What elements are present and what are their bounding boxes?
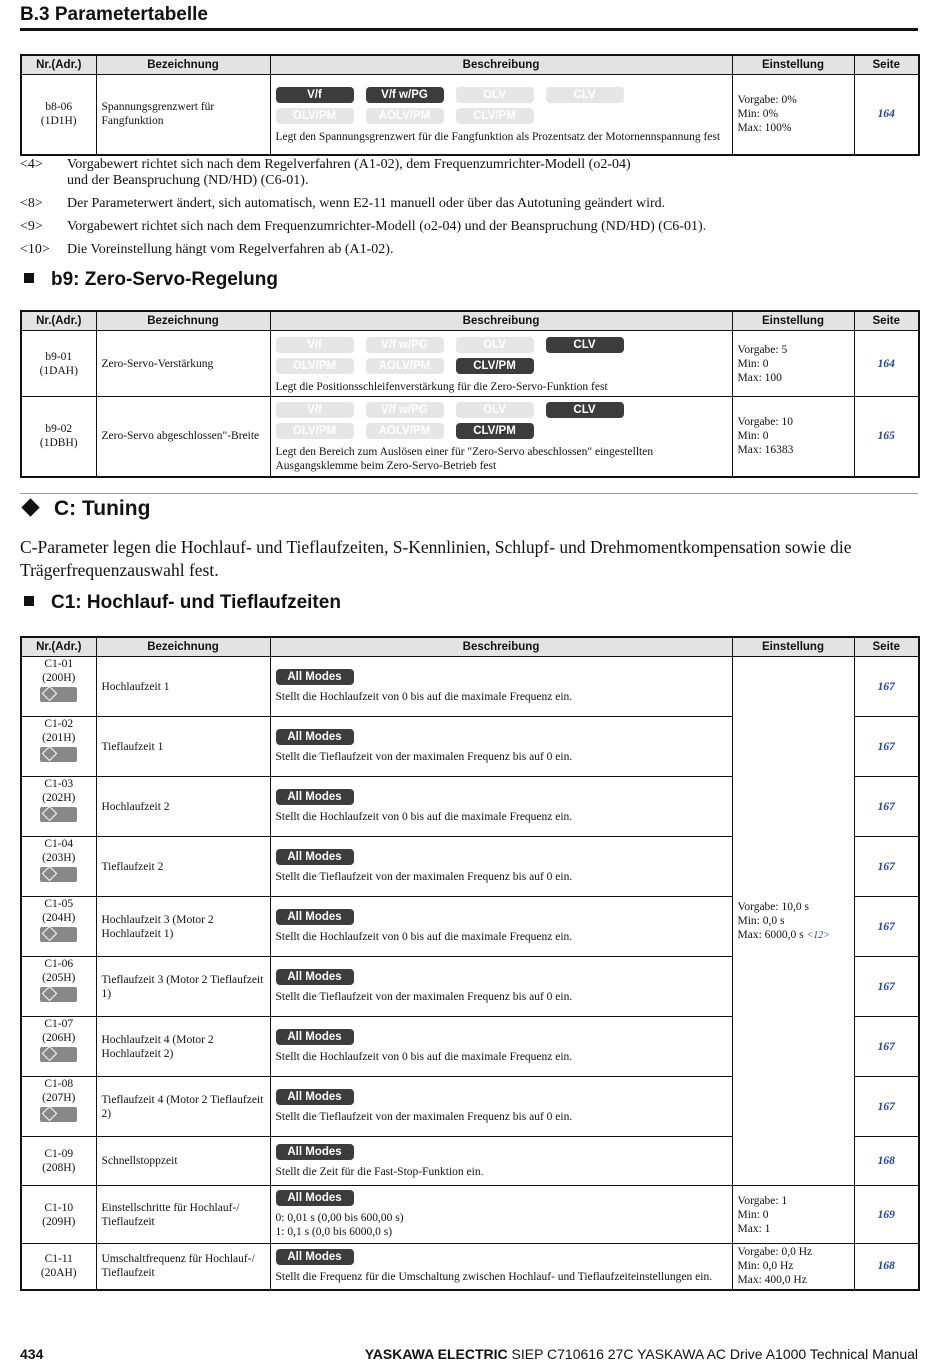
mode-clv: CLV	[546, 87, 624, 103]
run-badge: RUN	[40, 987, 77, 1002]
param-number: C1-02	[44, 718, 74, 730]
setting-max: Max: 6000,0 s <12>	[737, 928, 830, 941]
setting-max: Max: 1	[737, 1222, 771, 1235]
param-name: Hochlaufzeit 3 (Motor 2 Hochlaufzeit 1)	[96, 897, 270, 957]
mode-aolv-pm: AOLV/PM	[366, 423, 444, 439]
param-name: Spannungsgrenzwert für Fangfunktion	[96, 75, 270, 155]
header-page: Seite	[854, 637, 919, 657]
header-nr: Nr.(Adr.)	[21, 637, 96, 657]
setting-default: Vorgabe: 0,0 Hz	[737, 1246, 813, 1259]
c1-heading: C1: Hochlauf- und Tieflaufzeiten	[24, 592, 341, 614]
param-name: Tieflaufzeit 2	[96, 837, 270, 897]
mode-clv-pm: CLV/PM	[456, 423, 534, 439]
footnote: <10> Die Voreinstellung hängt vom Regelverfahren ab (A1-02).	[20, 242, 394, 257]
header-nr: Nr.(Adr.)	[21, 55, 96, 75]
param-description: Stellt die Tieflaufzeit von der maximalen Frequenz bis auf 0 ein.	[275, 871, 573, 883]
param-description: Stellt die Tieflaufzeit von der maximalen Frequenz bis auf 0 ein.	[275, 991, 573, 1003]
param-address: (200H)	[42, 672, 76, 684]
param-name: Umschaltfrequenz für Hochlauf-/ Tieflaufzeit	[96, 1244, 270, 1290]
section-title: B.3 Parametertabelle	[20, 4, 208, 25]
diamond-bullet-icon	[21, 498, 39, 516]
param-number: b9-01	[45, 350, 73, 363]
param-description: Legt die Positionsschleifenverstärkung für die Zero-Servo-Funktion fest	[275, 380, 608, 393]
page-link[interactable]: 168	[854, 1244, 919, 1290]
run-badge: RUN	[40, 1107, 77, 1122]
all-modes-badge: All Modes	[276, 789, 354, 805]
param-description: Stellt die Hochlaufzeit von 0 bis auf die maximale Frequenz ein.	[275, 931, 573, 943]
section-divider	[20, 493, 918, 494]
table-row	[21, 397, 919, 477]
setting-default: Vorgabe: 10	[737, 416, 793, 429]
mode-vf-pg: V/f w/PG	[366, 337, 444, 353]
page-link[interactable]: 167	[854, 957, 919, 1017]
page-link[interactable]: 165	[854, 397, 919, 477]
square-bullet-icon	[24, 273, 34, 283]
all-modes-badge: All Modes	[276, 909, 354, 925]
param-address: (205H)	[42, 972, 76, 984]
param-name: Tieflaufzeit 1	[96, 717, 270, 777]
param-address: (208H)	[42, 1162, 76, 1174]
page-link[interactable]: 167	[854, 837, 919, 897]
run-diamond-icon	[42, 866, 58, 882]
setting-max: Max: 16383	[737, 444, 794, 457]
mode-olv: OLV	[456, 87, 534, 103]
param-name: Hochlaufzeit 2	[96, 777, 270, 837]
page-link[interactable]: 167	[854, 897, 919, 957]
all-modes-badge: All Modes	[276, 1190, 354, 1206]
table-row	[21, 1186, 919, 1244]
setting-default: Vorgabe: 5	[737, 343, 788, 356]
page-link[interactable]: 164	[854, 75, 919, 155]
param-address: (204H)	[42, 912, 76, 924]
param-number: b9-02	[45, 423, 73, 436]
param-description: 0: 0,01 s (0,00 bis 600,00 s)	[275, 1212, 404, 1224]
page-link[interactable]: 167	[854, 1077, 919, 1137]
c-heading: C: Tuning	[24, 497, 150, 521]
param-number: b8-06	[45, 101, 73, 114]
param-address: (202H)	[42, 792, 76, 804]
title-rule	[20, 28, 918, 31]
b8-table	[20, 54, 920, 156]
param-number: C1-09	[44, 1148, 74, 1160]
table-row	[21, 331, 919, 397]
setting-max: Max: 400,0 Hz	[737, 1274, 807, 1287]
param-number: C1-06	[44, 958, 74, 970]
header-setting: Einstellung	[732, 55, 854, 75]
page-link[interactable]: 167	[854, 1017, 919, 1077]
param-address: (203H)	[42, 852, 76, 864]
param-name: Zero-Servo abgeschlossen"-Breite	[96, 397, 270, 477]
mode-olv-pm: OLV/PM	[276, 423, 354, 439]
setting-min: Min: 0	[737, 1208, 769, 1221]
setting-default: Vorgabe: 0%	[737, 94, 797, 107]
param-address: (1DBH)	[39, 437, 78, 450]
c-intro-text: C-Parameter legen die Hochlauf- und Tieflaufzeiten, S-Kennlinien, Schlupf- und Drehmomentkompensation sowie die Trägerfrequenzauswahl fest.	[20, 537, 852, 580]
all-modes-badge: All Modes	[276, 849, 354, 865]
run-diamond-icon	[42, 926, 58, 942]
setting-min: Min: 0,0 s	[737, 914, 785, 927]
mode-olv: OLV	[456, 402, 534, 418]
param-description: Stellt die Hochlaufzeit von 0 bis auf die maximale Frequenz ein.	[275, 691, 573, 703]
run-badge: RUN	[40, 867, 77, 882]
mode-clv: CLV	[546, 402, 624, 418]
param-address: (1DAH)	[39, 364, 78, 377]
all-modes-badge: All Modes	[276, 669, 354, 685]
param-number: C1-07	[44, 1018, 74, 1030]
all-modes-badge: All Modes	[276, 1249, 354, 1265]
param-address: (207H)	[42, 1092, 76, 1104]
param-number: C1-03	[44, 778, 74, 790]
mode-clv: CLV	[546, 337, 624, 353]
param-address: (206H)	[42, 1032, 76, 1044]
param-name: Hochlaufzeit 4 (Motor 2 Hochlaufzeit 2)	[96, 1017, 270, 1077]
header-setting: Einstellung	[732, 311, 854, 331]
param-address: (20AH)	[40, 1267, 77, 1280]
setting-min: Min: 0,0 Hz	[737, 1260, 794, 1273]
run-diamond-icon	[42, 1106, 58, 1122]
setting-min: Min: 0	[737, 430, 769, 443]
run-diamond-icon	[42, 986, 58, 1002]
run-badge: RUN	[40, 927, 77, 942]
mode-olv-pm: OLV/PM	[276, 108, 354, 124]
run-diamond-icon	[42, 1046, 58, 1062]
page-link[interactable]: 167	[854, 777, 919, 837]
param-number: C1-05	[44, 898, 74, 910]
all-modes-badge: All Modes	[276, 1029, 354, 1045]
header-desc: Beschreibung	[270, 55, 732, 75]
param-description: Legt den Bereich zum Auslösen einer für "Zero-Servo abeschlossen" eingestellten Ausgangsklemme beim Zero-Servo-Betrieb fest	[275, 446, 654, 473]
mode-aolv-pm: AOLV/PM	[366, 358, 444, 374]
footer-doc: YASKAWA ELECTRIC SIEP C710616 27C YASKAWA AC Drive A1000 Technical Manual	[364, 1346, 918, 1362]
param-description: 1: 0,1 s (0,0 bis 6000,0 s)	[275, 1226, 393, 1238]
param-number: C1-01	[44, 658, 74, 670]
param-address: (201H)	[42, 732, 76, 744]
mode-vf: V/f	[276, 402, 354, 418]
run-diamond-icon	[42, 806, 58, 822]
param-name: Hochlaufzeit 1	[96, 657, 270, 717]
setting-max: Max: 100	[737, 371, 782, 384]
footnote: <4> Vorgabewert richtet sich nach dem Regelverfahren (A1-02), dem Frequenzumrichter-Modell (o2-04) und der Beanspruchung (ND/HD) (C6-01).	[20, 157, 631, 188]
header-setting: Einstellung	[732, 637, 854, 657]
header-name: Bezeichnung	[96, 311, 270, 331]
footnote: <9> Vorgabewert richtet sich nach dem Frequenzumrichter-Modell (o2-04) und der Beanspruchung (ND/HD) (C6-01).	[20, 219, 707, 234]
run-diamond-icon	[42, 746, 58, 762]
param-name: Tieflaufzeit 3 (Motor 2 Tieflaufzeit 1)	[96, 957, 270, 1017]
header-desc: Beschreibung	[270, 311, 732, 331]
square-bullet-icon	[24, 596, 34, 606]
param-number: C1-08	[44, 1078, 74, 1090]
param-name: Tieflaufzeit 4 (Motor 2 Tieflaufzeit 2)	[96, 1077, 270, 1137]
all-modes-badge: All Modes	[276, 969, 354, 985]
param-description: Legt den Spannungsgrenzwert für die Fangfunktion als Prozentsatz der Motornennspannung fest	[275, 131, 721, 144]
param-description: Stellt die Zeit für die Fast-Stop-Funktion ein.	[275, 1165, 484, 1178]
param-description: Stellt die Tieflaufzeit von der maximalen Frequenz bis auf 0 ein.	[275, 1111, 573, 1123]
control-modes	[276, 337, 727, 374]
mode-vf: V/f	[276, 337, 354, 353]
footnote: <8> Der Parameterwert ändert, sich automatisch, wenn E2-11 manuell oder über das Autotuning geändert wird.	[20, 196, 666, 211]
b9-heading: b9: Zero-Servo-Regelung	[24, 269, 278, 291]
param-address: (1D1H)	[40, 115, 77, 128]
run-badge: RUN	[40, 1047, 77, 1062]
all-modes-badge: All Modes	[276, 729, 354, 745]
setting-default: Vorgabe: 1	[737, 1194, 788, 1207]
mode-vf-pg: V/f w/PG	[366, 402, 444, 418]
page-number: 434	[20, 1346, 44, 1362]
table-row	[21, 1244, 919, 1290]
run-badge: RUN	[40, 687, 77, 702]
param-name: Schnellstoppzeit	[96, 1137, 270, 1186]
mode-clv-pm: CLV/PM	[456, 358, 534, 374]
footnote-ref[interactable]: <12>	[806, 929, 830, 941]
setting-default: Vorgabe: 10,0 s	[737, 900, 809, 913]
page-link[interactable]: 168	[854, 1137, 919, 1186]
param-number: C1-10	[44, 1201, 74, 1214]
header-page: Seite	[854, 55, 919, 75]
setting-max: Max: 100%	[737, 122, 792, 135]
header-desc: Beschreibung	[270, 637, 732, 657]
run-diamond-icon	[42, 686, 58, 702]
mode-olv: OLV	[456, 337, 534, 353]
setting-min: Min: 0	[737, 357, 769, 370]
param-number: C1-04	[44, 838, 74, 850]
table-row	[21, 75, 919, 155]
param-name: Zero-Servo-Verstärkung	[96, 331, 270, 397]
run-badge: RUN	[40, 747, 77, 762]
run-badge: RUN	[40, 807, 77, 822]
param-description: Stellt die Frequenz für die Umschaltung zwischen Hochlauf- und Tieflaufzeiteinstellungen ein.	[275, 1270, 713, 1283]
mode-clv-pm: CLV/PM	[456, 108, 534, 124]
page-link[interactable]: 167	[854, 717, 919, 777]
control-modes	[276, 87, 727, 124]
header-name: Bezeichnung	[96, 637, 270, 657]
param-description: Stellt die Tieflaufzeit von der maximalen Frequenz bis auf 0 ein.	[275, 751, 573, 763]
mode-aolv-pm: AOLV/PM	[366, 108, 444, 124]
all-modes-badge: All Modes	[276, 1089, 354, 1105]
mode-vf-pg: V/f w/PG	[366, 87, 444, 103]
setting-min: Min: 0%	[737, 108, 779, 121]
b9-table	[20, 310, 920, 478]
param-name: Einstellschritte für Hochlauf-/ Tieflaufzeit	[96, 1186, 270, 1244]
all-modes-badge: All Modes	[276, 1144, 354, 1160]
page-link[interactable]: 169	[854, 1186, 919, 1244]
c1-table	[20, 636, 920, 1291]
param-address: (209H)	[42, 1215, 76, 1228]
page-link[interactable]: 167	[854, 657, 919, 717]
table-row	[21, 657, 919, 717]
control-modes	[276, 402, 727, 439]
header-nr: Nr.(Adr.)	[21, 311, 96, 331]
mode-olv-pm: OLV/PM	[276, 358, 354, 374]
header-name: Bezeichnung	[96, 55, 270, 75]
param-number: C1-11	[44, 1253, 73, 1266]
page-link[interactable]: 164	[854, 331, 919, 397]
mode-vf: V/f	[276, 87, 354, 103]
param-description: Stellt die Hochlaufzeit von 0 bis auf die maximale Frequenz ein.	[275, 811, 573, 823]
param-description: Stellt die Hochlaufzeit von 0 bis auf die maximale Frequenz ein.	[275, 1051, 573, 1063]
header-page: Seite	[854, 311, 919, 331]
